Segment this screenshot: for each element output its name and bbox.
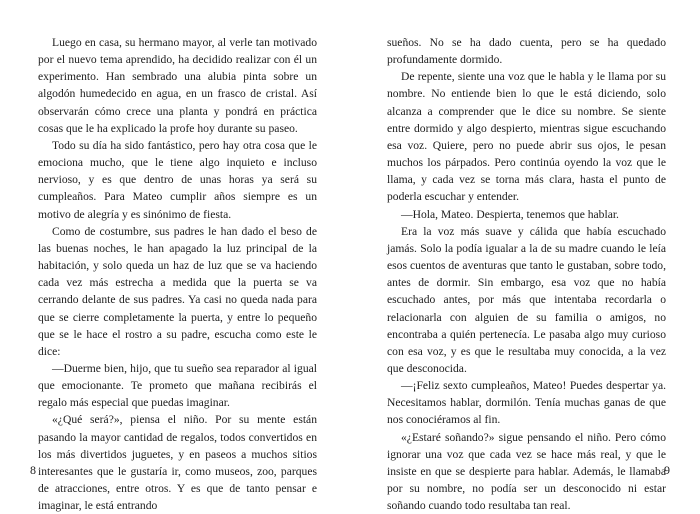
paragraph-continuation: sueños. No se ha dado cuenta, pero se ha quedado profundamente dormido. [387,36,666,67]
paragraph: «¿Qué será?», piensa el niño. Por su mente están pasando la mayor cantidad de regalos, todos convertidos en los más divertidos juguetes, y en paseos a muchos sitios interesantes que le gustaría ir, como museos, zoo, parques de atracciones, entre otros. Y es que de tanto pensar e imaginar, le está entrando [38,413,317,513]
paragraph: Como de costumbre, sus padres le han dado el beso de las buenas noches, le han apagado la luz principal de la habitación, y solo queda un haz de luz que se va haciendo cada vez más estrecha a medida que la puerta se va cerrando delante de sus padres. Ya casi no queda nada para que se cierre completamente la puerta, y entre lo pequeño que se le hace el rostro a su padre, escucha como este le dice: [38,224,317,358]
right-page [350,0,700,513]
paragraph: Todo su día ha sido fantástico, pero hay otra cosa que le emociona mucho, que le tiene algo inquieto e incluso nervioso, y es que dentro de unas horas ya será su cumpleaños. Para Mateo cumplir años siempre es un motivo de alegría y es sinónimo de fiesta. [38,138,317,221]
left-page-text [38,34,317,514]
page-number: 8 [30,463,36,477]
left-page [0,0,350,513]
paragraph: «¿Estaré soñando?» sigue pensando el niño. Pero cómo ignorar una voz que cada vez se hace más real, y que le insiste en que se despierte para hablar. Además, le llamaba por su nombre, no podía ser un desconocido ni estar soñando cuando todo resultaba tan real. [387,430,666,513]
paragraph: De repente, siente una voz que le habla y le llama por su nombre. No entiende bien lo que le está diciendo, solo alcanza a comprender que le dice su nombre. Se siente entre dormido y algo despierto, mientras sigue escuchando esa voz. Quiere, pero no puede abrir sus ojos, le pesan muchos los párpados. Pero continúa oyendo la voz que le llama, y cada vez se torna más clara, hasta el punto de poderla escuchar y entender. [387,70,666,204]
dialogue-paragraph: —¡Feliz sexto cumpleaños, Mateo! Puedes despertar ya. Necesitamos hablar, dormilón. Tenía muchas ganas de que nos conociéramos al fin. [387,379,666,427]
page-number: 9 [664,463,670,477]
dialogue-paragraph: —Hola, Mateo. Despierta, tenemos que hablar. [401,207,619,221]
paragraph: Luego en casa, su hermano mayor, al verle tan motivado por el nuevo tema aprendido, ha decidido realizar con él un experimento. Han sembrado una alubia pinta sobre un algodón humedecido en agua, en un frasco de cristal. Así observarán cómo crece una planta y pondrá en práctica cosas que le ha explicado la profe hoy durante su paseo. [38,36,317,135]
dialogue-paragraph: —Duerme bien, hijo, que tu sueño sea reparador al igual que emocionante. Te prometo que mañana recibirás el regalo más especial que puedas imaginar. [38,361,317,410]
paragraph: Era la voz más suave y cálida que había escuchado jamás. Solo la podía igualar a la de su madre cuando le leía esos cuentos de aventuras que tanto le gustaban, sobre todo, antes de dormir. Sin embargo, esa voz que no había escuchado antes, por más que intentaba recordarla o relacionarla con alguien de su familia o amigos, no encontraba a quién pertenecía. Le pasaba algo muy curioso con esa voz, y es que le resultaba muy conocida, a la vez que desconocida. [387,224,666,375]
right-page-text [387,34,666,514]
